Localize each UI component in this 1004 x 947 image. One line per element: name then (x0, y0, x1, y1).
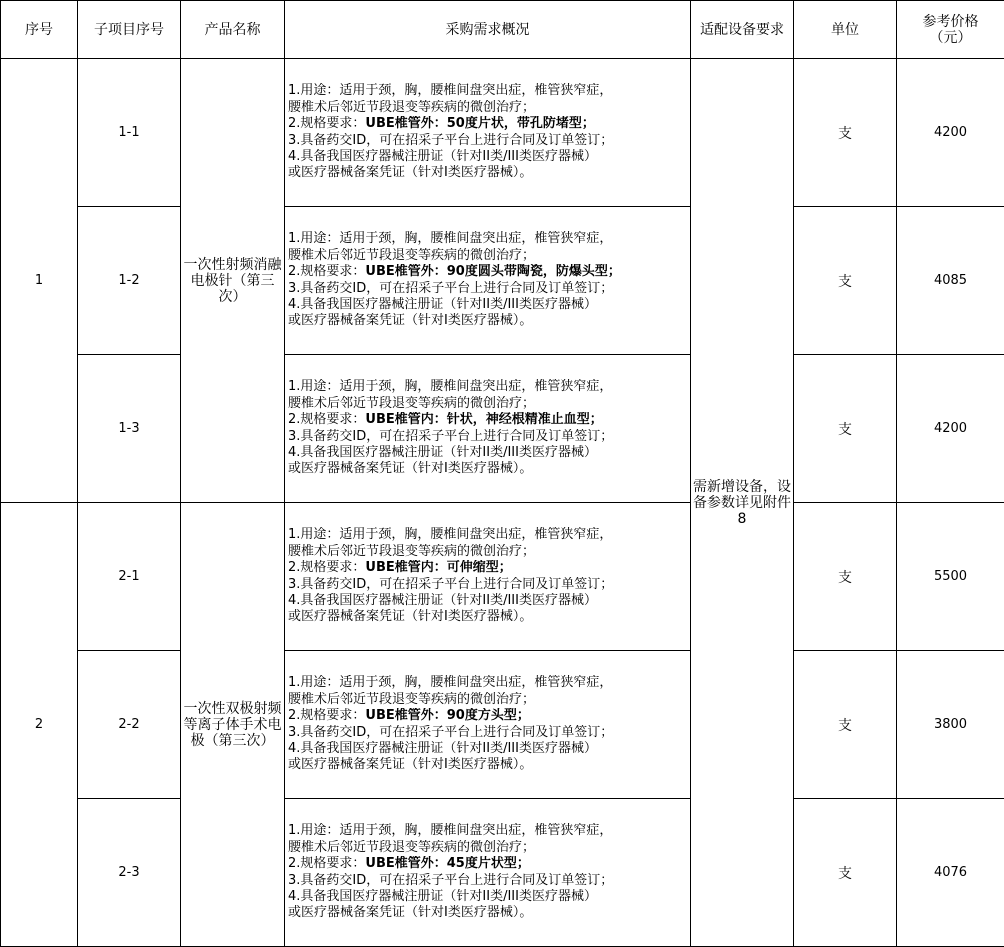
use-line-2: 腰椎术后邻近节段退变等疾病的微创治疗； (288, 100, 688, 116)
registration-line-1: 4.具备我国医疗器械注册证（针对II类/III类医疗器械） (288, 741, 688, 757)
registration-line-1: 4.具备我国医疗器械注册证（针对II类/III类医疗器械） (288, 297, 688, 313)
use-line-2: 腰椎术后邻近节段退变等疾病的微创治疗； (288, 692, 688, 708)
registration-line-2: 或医疗器械备案凭证（针对I类医疗器械）。 (288, 165, 688, 181)
sub-seq-cell: 1-3 (78, 355, 181, 503)
requirements-cell (285, 207, 691, 355)
price-cell: 4076 (897, 799, 1004, 947)
header-row (1, 1, 1004, 59)
use-line-2: 腰椎术后邻近节段退变等疾病的微创治疗； (288, 396, 688, 412)
unit-cell: 支 (794, 355, 897, 503)
sub-seq-cell: 2-2 (78, 651, 181, 799)
table-row (1, 355, 1004, 503)
unit-cell: 支 (794, 651, 897, 799)
requirements-cell (285, 799, 691, 947)
registration-line-2: 或医疗器械备案凭证（针对I类医疗器械）。 (288, 609, 688, 625)
header-price-line2: （元） (897, 30, 1004, 46)
requirements-cell (285, 59, 691, 207)
header-price-line1: 参考价格 (897, 14, 1004, 30)
use-line-2: 腰椎术后邻近节段退变等疾病的微创治疗； (288, 840, 688, 856)
use-line-2: 腰椎术后邻近节段退变等疾病的微创治疗； (288, 248, 688, 264)
seq-cell: 2 (1, 503, 78, 947)
table-row (1, 799, 1004, 947)
table-row (1, 207, 1004, 355)
spec-value: UBE椎管外：90度圆头带陶瓷，防爆头型； (365, 264, 620, 279)
unit-cell: 支 (794, 207, 897, 355)
header-device-req: 适配设备要求 (691, 1, 794, 59)
registration-line-2: 或医疗器械备案凭证（针对I类医疗器械）。 (288, 313, 688, 329)
spec-label: 2.规格要求： (288, 116, 365, 131)
price-cell: 4200 (897, 355, 1004, 503)
table-row (1, 59, 1004, 207)
price-cell: 4200 (897, 59, 1004, 207)
registration-line-2: 或医疗器械备案凭证（针对I类医疗器械）。 (288, 461, 688, 477)
use-line-1: 1.用途：适用于颈，胸，腰椎间盘突出症，椎管狭窄症， (288, 231, 688, 247)
registration-line-1: 4.具备我国医疗器械注册证（针对II类/III类医疗器械） (288, 149, 688, 165)
header-requirements: 采购需求概况 (285, 1, 691, 59)
use-line-1: 1.用途：适用于颈，胸，腰椎间盘突出症，椎管狭窄症， (288, 823, 688, 839)
header-seq: 序号 (1, 1, 78, 59)
spec-line (288, 560, 688, 576)
sub-seq-cell: 1-2 (78, 207, 181, 355)
spec-line (288, 116, 688, 132)
drug-id-line: 3.具备药交ID，可在招采子平台上进行合同及订单签订； (288, 133, 688, 149)
sub-seq-cell: 1-1 (78, 59, 181, 207)
spec-label: 2.规格要求： (288, 856, 365, 871)
registration-line-1: 4.具备我国医疗器械注册证（针对II类/III类医疗器械） (288, 593, 688, 609)
use-line-2: 腰椎术后邻近节段退变等疾病的微创治疗； (288, 544, 688, 560)
spec-line (288, 856, 688, 872)
spec-label: 2.规格要求： (288, 708, 365, 723)
spec-value: UBE椎管外：45度片状型； (365, 856, 529, 871)
seq-cell: 1 (1, 59, 78, 503)
price-cell: 3800 (897, 651, 1004, 799)
drug-id-line: 3.具备药交ID，可在招采子平台上进行合同及订单签订； (288, 725, 688, 741)
registration-line-2: 或医疗器械备案凭证（针对I类医疗器械）。 (288, 905, 688, 921)
spec-value: UBE椎管内：可伸缩型； (365, 560, 511, 575)
spec-value: UBE椎管外：50度片状，带孔防堵型； (365, 116, 594, 131)
spec-value: UBE椎管外：90度方头型； (365, 708, 529, 723)
header-sub-seq: 子项目序号 (78, 1, 181, 59)
price-cell: 5500 (897, 503, 1004, 651)
drug-id-line: 3.具备药交ID，可在招采子平台上进行合同及订单签订； (288, 429, 688, 445)
spec-line (288, 264, 688, 280)
sub-seq-cell: 2-1 (78, 503, 181, 651)
product-name-cell: 一次性双极射频等离子体手术电极（第三次） (181, 503, 285, 947)
requirements-cell (285, 651, 691, 799)
header-unit: 单位 (794, 1, 897, 59)
spec-label: 2.规格要求： (288, 264, 365, 279)
use-line-1: 1.用途：适用于颈，胸，腰椎间盘突出症，椎管狭窄症， (288, 379, 688, 395)
use-line-1: 1.用途：适用于颈，胸，腰椎间盘突出症，椎管狭窄症， (288, 83, 688, 99)
drug-id-line: 3.具备药交ID，可在招采子平台上进行合同及订单签订； (288, 577, 688, 593)
spec-line (288, 412, 688, 428)
product-name-cell: 一次性射频消融电极针（第三次） (181, 59, 285, 503)
registration-line-2: 或医疗器械备案凭证（针对I类医疗器械）。 (288, 757, 688, 773)
registration-line-1: 4.具备我国医疗器械注册证（针对II类/III类医疗器械） (288, 445, 688, 461)
unit-cell: 支 (794, 503, 897, 651)
spec-label: 2.规格要求： (288, 412, 365, 427)
requirements-cell (285, 503, 691, 651)
registration-line-1: 4.具备我国医疗器械注册证（针对II类/III类医疗器械） (288, 889, 688, 905)
table-row (1, 503, 1004, 651)
drug-id-line: 3.具备药交ID，可在招采子平台上进行合同及订单签订； (288, 873, 688, 889)
use-line-1: 1.用途：适用于颈，胸，腰椎间盘突出症，椎管狭窄症， (288, 675, 688, 691)
spec-label: 2.规格要求： (288, 560, 365, 575)
device-requirement-cell: 需新增设备，设备参数详见附件8 (691, 59, 794, 947)
sub-seq-cell: 2-3 (78, 799, 181, 947)
requirements-cell (285, 355, 691, 503)
spec-line (288, 708, 688, 724)
header-price (897, 1, 1004, 59)
header-product: 产品名称 (181, 1, 285, 59)
use-line-1: 1.用途：适用于颈，胸，腰椎间盘突出症，椎管狭窄症， (288, 527, 688, 543)
price-cell: 4085 (897, 207, 1004, 355)
unit-cell: 支 (794, 59, 897, 207)
table-row (1, 651, 1004, 799)
spec-value: UBE椎管内：针状，神经根精准止血型； (365, 412, 602, 427)
drug-id-line: 3.具备药交ID，可在招采子平台上进行合同及订单签订； (288, 281, 688, 297)
unit-cell: 支 (794, 799, 897, 947)
